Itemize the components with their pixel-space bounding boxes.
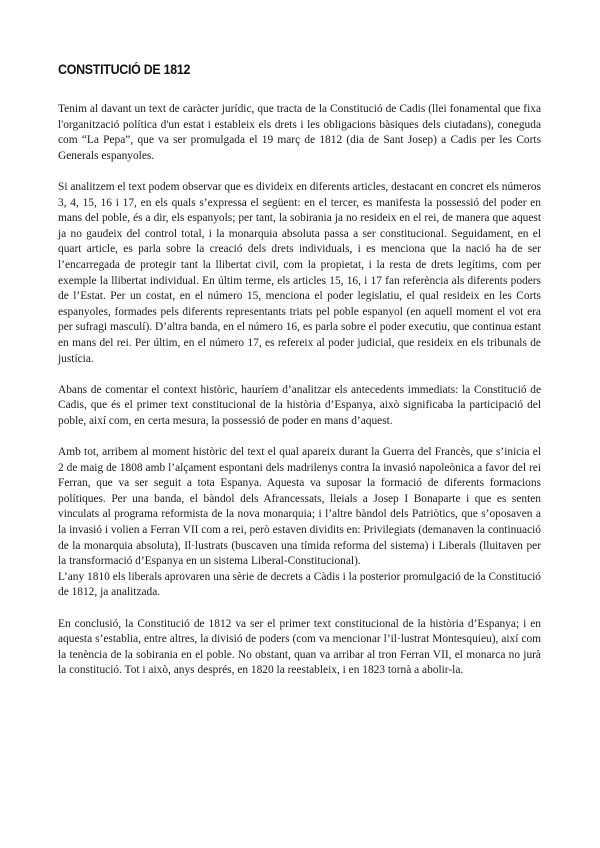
paragraph-antecedents: Abans de comentar el context històric, hauríem d’analitzar els antecedents immediats: la Constitució de Cadis, que és el primer text constitucional de la història d’Espanya, això significaba la participació del poble, així com, en certa mesura, la possessió de poder en mans d’aquest. bbox=[58, 383, 541, 427]
paragraph-introduction: Tenim al davant un text de caràcter jurídic, que tracta de la Constitució de Cadis (llei fonamental que fixa l'organització política d'un estat i estableix els drets i les obligacions bàsiques dels ciutadans), coneguda com “La Pepa”, que va ser promulgada el 19 març de 1812 (dia de Sant Josep) a Cadis per les Corts Generals espanyoles. bbox=[58, 103, 541, 162]
paragraph-articles-analysis: Si analitzem el text podem observar que es divideix en diferents articles, destacant en concret els números 3, 4, 15, 16 i 17, en els quals s’expressa el següent: en el tercer, es manifesta la possessió del poder en mans del poble, és a dir, els espanyols; per tant, la sobirania ja no resideix en el rei, de manera que aquest ja no gaudeix del control total, i la monarquia absoluta passa a ser constitucional. Seguidament, en el quart article, es parla sobre la creació dels drets individuals, i es menciona que la nació ha de ser l’encarregada de protegir tant la llibertat civil, com la propietat, i la resta de drets legítims, com per exemple la llibertat individual. En últim terme, els articles 15, 16, i 17 fan referència als diferents poders de l’Estat. Per un costat, en el número 15, menciona el poder legislatiu, el qual resideix en les Corts espanyoles, formades pels diferents representants triats pel poble espanyol (en aquell moment el vot era per sufragi masculí). D’altra banda, en el número 16, es parla sobre el poder executiu, que continua estant en mans del rei. Per últim, en el número 17, es refereix al poder judicial, que resideix en els tribunals de justícia. bbox=[58, 180, 541, 365]
paragraph-conclusion: En conclusió, la Constitució de 1812 va ser el primer text constitucional de la història d’Espanya; i en aquesta s’establia, entre altres, la divisió de poders (com va mencionar l’il·lustrat Montesquieu), així com la tenència de la sobirania en el poble. No obstant, quan va arribar al tron Ferran VII, el monarca no jurà la constitució. Tot i això, anys després, en 1820 la reestableix, i en 1823 tornà a abolir-la. bbox=[58, 617, 541, 677]
document-title: CONSTITUCIÓ DE 1812 bbox=[58, 62, 191, 77]
document-body bbox=[58, 102, 541, 695]
paragraph-liberal-decrees: L’any 1810 els liberals aprovaren una sèrie de decrets a Càdis i la posterior promulgació de la Constitució de 1812, ja analitzada. bbox=[58, 570, 541, 599]
paragraph-historical-context: Amb tot, arribem al moment històric del text el qual apareix durant la Guerra del Francès, que s’inicia el 2 de maig de 1808 amb l’alçament espontani dels madrilenys contra la invasió napoleònica a favor del rei Ferran, que va ser seguit a tota Espanya. Aquesta va suposar la formació de diferents formacions polítiques. Per una banda, el bàndol dels Afrancessats, lleials a Josep I Bonaparte i que es senten vinculats al programa reformista de la nova monarquia; i l’altre bàndol dels Patriòtics, que s’oposaven a la invasió i volien a Ferran VII com a rei, però estaven dividits en: Privilegiats (demanaven la continuació de la monarquia absoluta), Il·lustrats (buscaven una tímida reforma del sistema) i Liberals (lluitaven per la transformació d’Espanya en un sistema Liberal-Constitucional). bbox=[58, 446, 541, 568]
